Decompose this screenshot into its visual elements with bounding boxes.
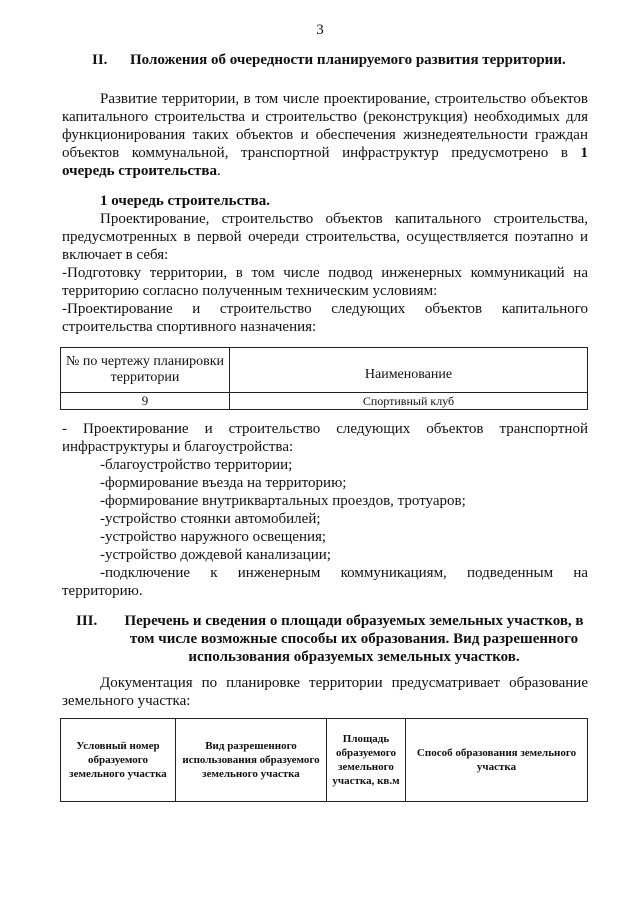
objects-table-header-name: Наименование: [230, 348, 588, 393]
intro-end: .: [217, 163, 221, 179]
transport-item-last-cont: территорию.: [62, 583, 143, 599]
objects-table-header-row: [61, 348, 588, 393]
land-plots-header-number: Условный номер образуемого земельного участка: [61, 719, 176, 802]
objects-table-cell-name: Спортивный клуб: [230, 393, 588, 410]
stage-title-text: 1 очередь строительства.: [100, 193, 270, 209]
stage-item-sports: -Проектирование и строительство следующих объектов капитального строительства спортивного назначения:: [62, 301, 588, 335]
transport-item: -формирование въезда на территорию;: [100, 475, 347, 491]
section-3-heading: [76, 612, 596, 666]
land-plots-table-header-row: [61, 719, 588, 802]
stage-paragraph-text: Проектирование, строительство объектов капитального строительства, предусмотренных в первой очереди строительства, осуществляется поэтапно и включает в себя:: [62, 211, 588, 263]
section-2-number: II.: [92, 52, 108, 68]
stage-item-preparation: -Подготовку территории, в том числе подвод инженерных коммуникаций на территорию согласно полученным техническим условиям:: [62, 265, 588, 299]
transport-item: -благоустройство территории;: [100, 457, 293, 473]
stage-title: [62, 192, 588, 210]
transport-item-last: -подключение к инженерным коммуникациям, подведенным на: [100, 565, 588, 581]
section-2-title: Положения об очередности планируемого развития территории.: [130, 52, 566, 68]
objects-table-cell-number: 9: [61, 393, 230, 410]
transport-item: -устройство наружного освещения;: [100, 529, 327, 545]
transport-item: -устройство дождевой канализации;: [100, 547, 331, 563]
doc-paragraph-text: Документация по планировке территории предусматривает образование земельного участка:: [62, 675, 588, 709]
objects-table-row: [61, 393, 588, 410]
intro-paragraph: [62, 90, 588, 180]
land-plots-table: [60, 718, 588, 802]
stage-paragraph: [62, 210, 588, 264]
intro-bold-stage: 1 очередь строительства: [62, 145, 588, 179]
transport-intro: - Проектирование и строительство следующих объектов транспортной инфраструктуры и благоустройства:: [62, 421, 588, 455]
transport-item: -устройство стоянки автомобилей;: [100, 511, 321, 527]
doc-paragraph: [62, 674, 588, 710]
land-plots-header-method: Способ образования земельного участка: [406, 719, 588, 802]
objects-table: [60, 347, 588, 410]
transport-item: -формирование внутриквартальных проездов, тротуаров;: [100, 493, 466, 509]
section-2-heading: [92, 52, 566, 69]
section-3-number: III.: [76, 613, 98, 629]
land-plots-header-area: Площадь образуемого земельного участка, кв.м: [327, 719, 406, 802]
section-3-title: Перечень и сведения о площади образуемых земельных участков, в том числе возможные способы их образования. Вид разрешенного использования образуемых земельных участков.: [124, 613, 584, 665]
intro-text: Развитие территории, в том числе проектирование, строительство объектов капитального строительства и строительство (реконструкция) необходимых для функционирования таких объектов и обеспечения жизнедеятельности граждан объектов коммунальной, транспортной инфраструктур предусмотрено в: [62, 91, 588, 161]
land-plots-header-use: Вид разрешенного использования образуемого земельного участка: [176, 719, 327, 802]
page-number: 3: [316, 22, 324, 38]
objects-table-header-number: № по чертежу планировки территории: [61, 348, 230, 393]
